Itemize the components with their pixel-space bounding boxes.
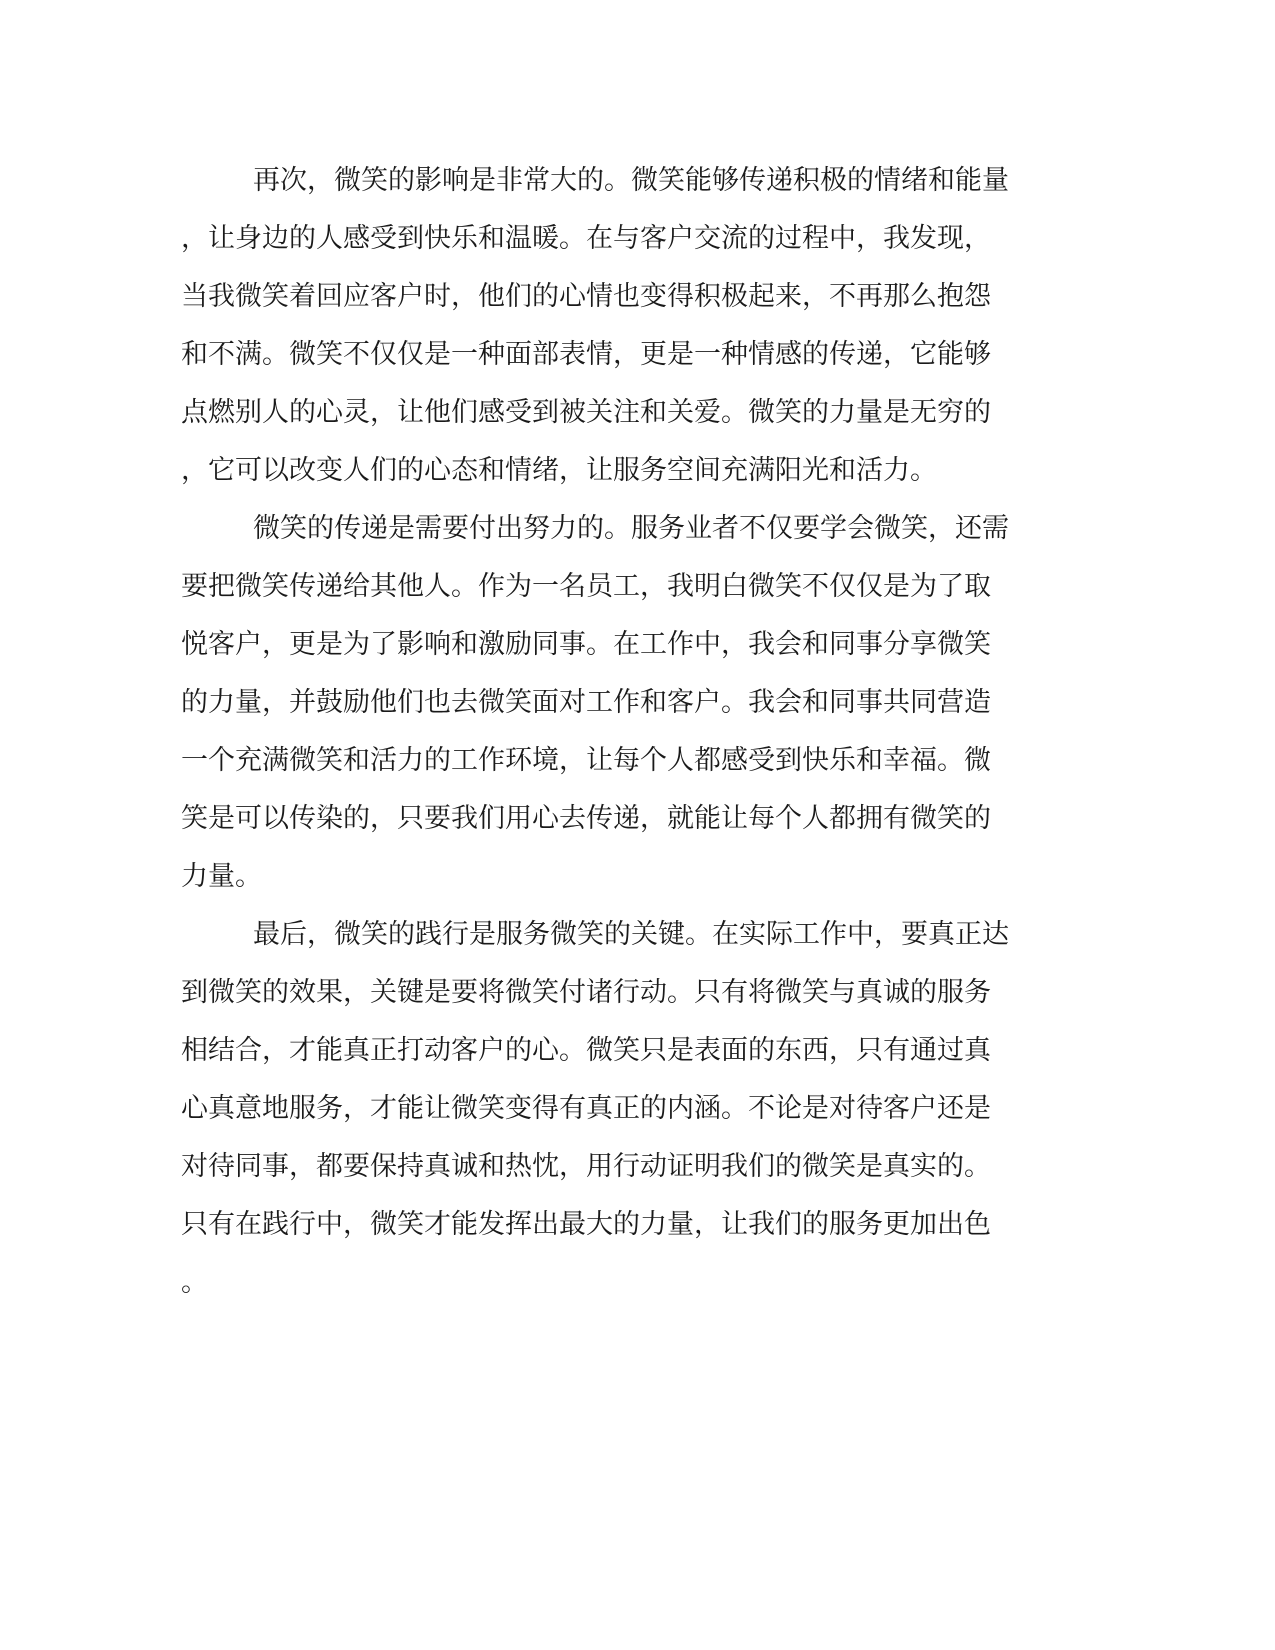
paragraph-line: 和不满。微笑不仅仅是一种面部表情，更是一种情感的传递，它能够 [181,339,991,370]
paragraph-1 [181,152,1041,500]
paragraph-line: 再次，微笑的影响是非常大的。微笑能够传递积极的情绪和能量 [253,165,1009,196]
paragraph-2 [181,500,1041,906]
paragraph-line: 悦客户，更是为了影响和激励同事。在工作中，我会和同事分享微笑 [181,629,991,660]
paragraph-line: 当我微笑着回应客户时，他们的心情也变得积极起来，不再那么抱怨 [181,281,991,312]
paragraph-line: ，让身边的人感受到快乐和温暖。在与客户交流的过程中，我发现， [181,223,991,254]
paragraph-line: 微笑的传递是需要付出努力的。服务业者不仅要学会微笑，还需 [253,513,1009,544]
paragraph-line: 对待同事，都要保持真诚和热忱，用行动证明我们的微笑是真实的。 [181,1151,991,1182]
paragraph-line: 到微笑的效果，关键是要将微笑付诸行动。只有将微笑与真诚的服务 [181,977,991,1008]
paragraph-line: 。 [181,1267,208,1298]
paragraph-line: 力量。 [181,861,262,892]
paragraph-line: 点燃别人的心灵，让他们感受到被关注和关爱。微笑的力量是无穷的 [181,397,991,428]
paragraph-line: 要把微笑传递给其他人。作为一名员工，我明白微笑不仅仅是为了取 [181,571,991,602]
paragraph-line: 最后，微笑的践行是服务微笑的关键。在实际工作中，要真正达 [253,919,1009,950]
paragraph-line: 的力量，并鼓励他们也去微笑面对工作和客户。我会和同事共同营造 [181,687,991,718]
paragraph-line: 心真意地服务，才能让微笑变得有真正的内涵。不论是对待客户还是 [181,1093,991,1124]
paragraph-3 [181,906,1041,1312]
paragraph-line: ，它可以改变人们的心态和情绪，让服务空间充满阳光和活力。 [181,455,937,486]
paragraph-line: 相结合，才能真正打动客户的心。微笑只是表面的东西，只有通过真 [181,1035,991,1066]
paragraph-line: 笑是可以传染的，只要我们用心去传递，就能让每个人都拥有微笑的 [181,803,991,834]
paragraph-line: 一个充满微笑和活力的工作环境，让每个人都感受到快乐和幸福。微 [181,745,991,776]
paragraph-line: 只有在践行中，微笑才能发挥出最大的力量，让我们的服务更加出色 [181,1209,991,1240]
document-body [181,152,1041,1312]
